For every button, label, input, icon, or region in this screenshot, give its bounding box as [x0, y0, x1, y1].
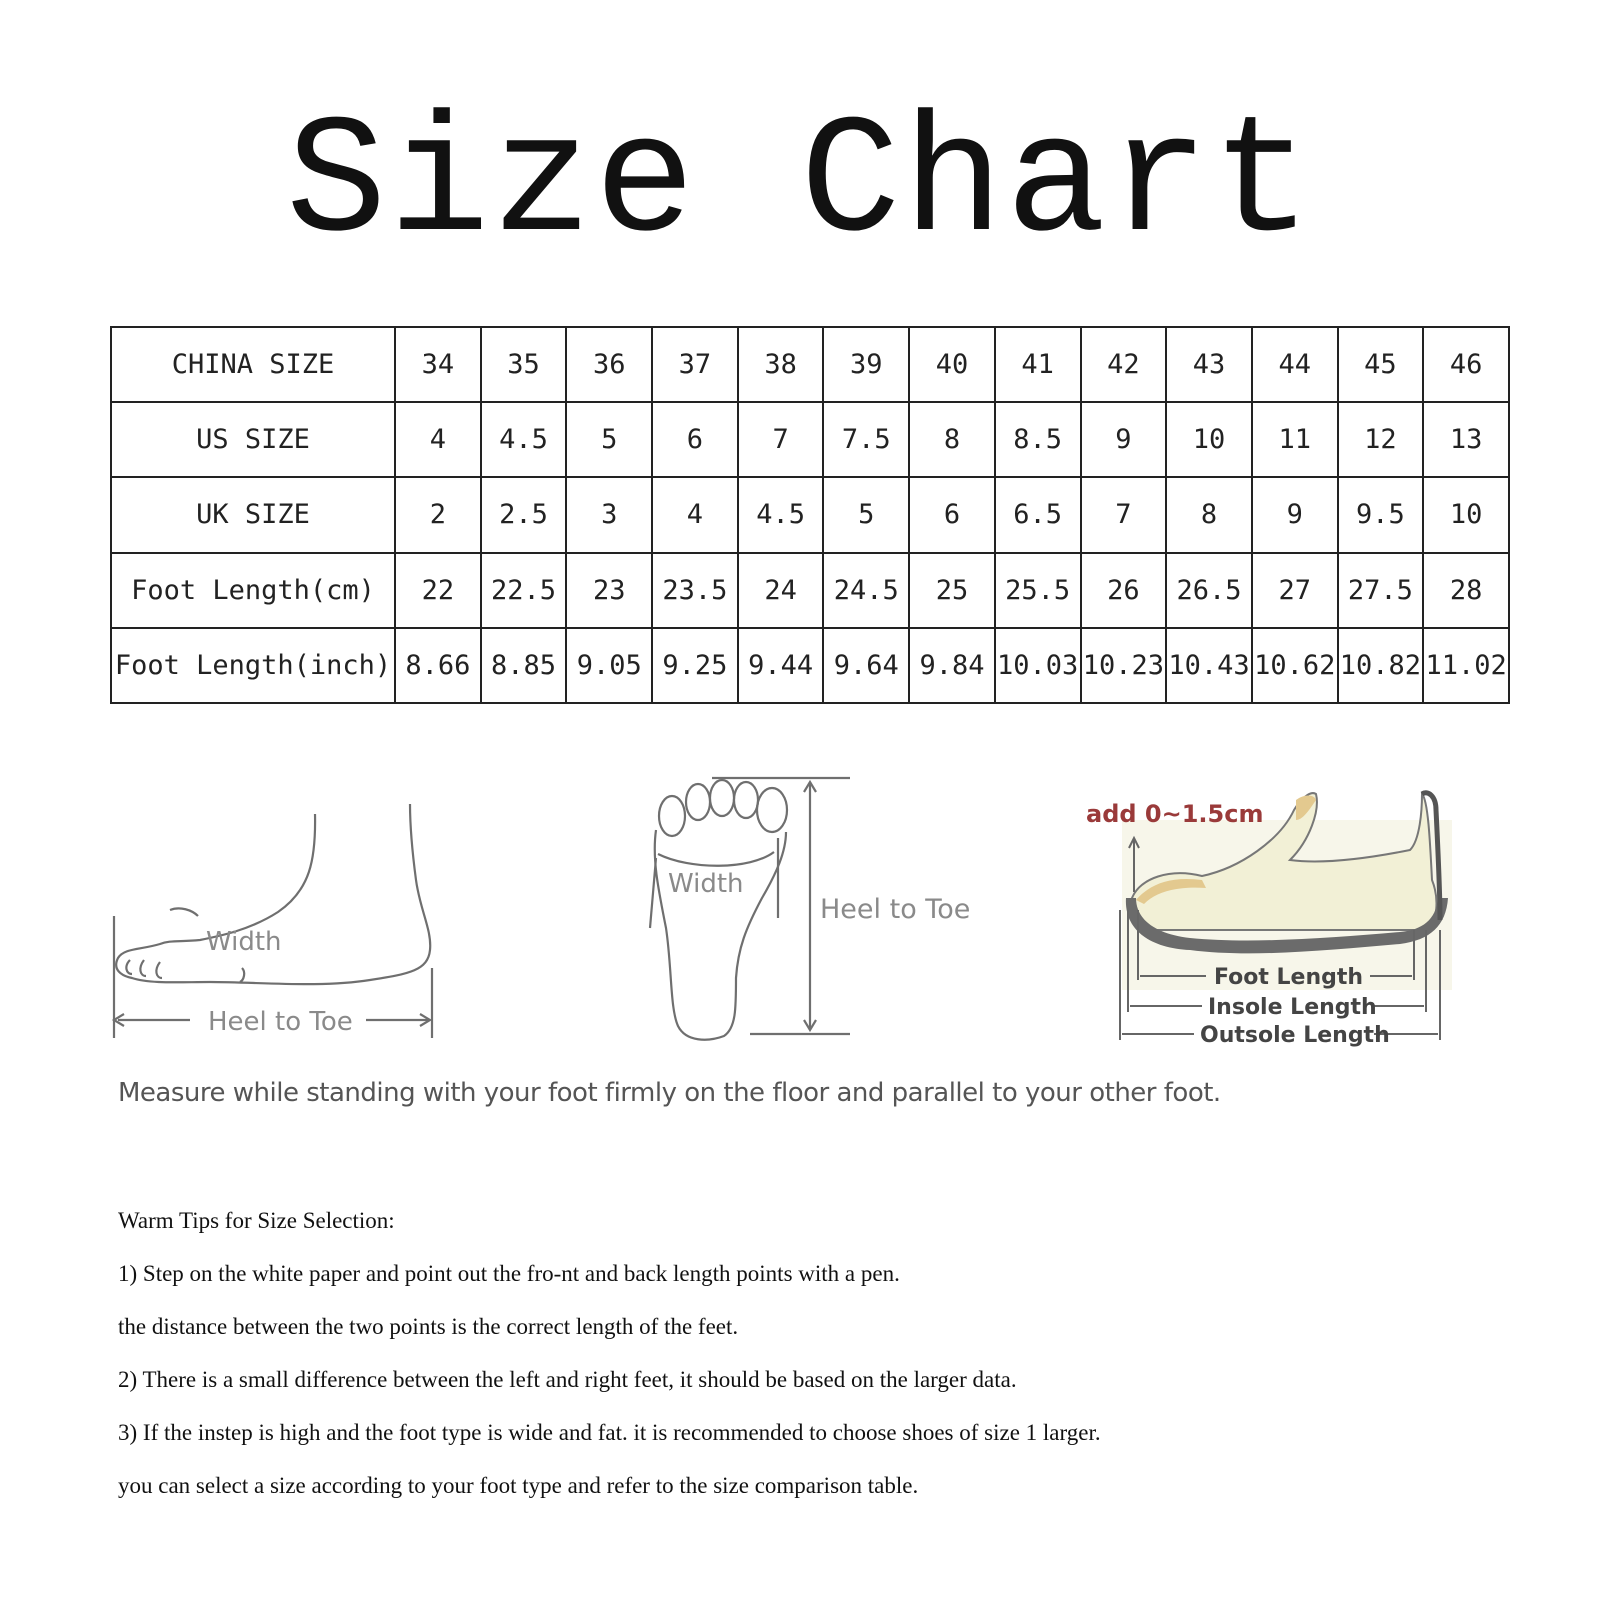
size-cell: 8 [1166, 477, 1252, 552]
size-cell: 9.84 [909, 628, 995, 703]
size-cell: 11 [1252, 402, 1338, 477]
size-cell: 2 [395, 477, 481, 552]
size-cell: 23.5 [652, 553, 738, 628]
measure-instruction: Measure while standing with your foot firmly on the floor and parallel to your other foot. [118, 1078, 1221, 1108]
size-cell: 4.5 [481, 402, 567, 477]
size-cell: 9 [1081, 402, 1167, 477]
size-table [110, 326, 1510, 704]
size-cell: 26.5 [1166, 553, 1252, 628]
row-label: Foot Length(inch) [111, 628, 395, 703]
size-cell: 10 [1166, 402, 1252, 477]
size-cell: 10.23 [1081, 628, 1167, 703]
tips-heading: Warm Tips for Size Selection: [118, 1208, 395, 1233]
size-cell: 41 [995, 327, 1081, 402]
size-tips [118, 1206, 1518, 1524]
size-cell: 26 [1081, 553, 1167, 628]
tip-line: 3) If the instep is high and the foot type is wide and fat. it is recommended to choose shoes of size 1 larger. [118, 1420, 1101, 1445]
shoe-cross-section-diagram [1086, 780, 1510, 1080]
size-cell: 7 [1081, 477, 1167, 552]
size-cell: 4 [652, 477, 738, 552]
side-length-label: Heel to Toe [208, 1007, 353, 1037]
size-cell: 9.44 [738, 628, 824, 703]
size-cell: 4.5 [738, 477, 824, 552]
size-cell: 38 [738, 327, 824, 402]
size-cell: 24.5 [823, 553, 909, 628]
size-cell: 44 [1252, 327, 1338, 402]
size-cell: 25.5 [995, 553, 1081, 628]
side-foot-outline [116, 804, 430, 984]
size-cell: 9.05 [566, 628, 652, 703]
tip-line: you can select a size according to your foot type and refer to the size comparison table. [118, 1473, 919, 1498]
size-cell: 46 [1423, 327, 1509, 402]
size-cell: 36 [566, 327, 652, 402]
size-cell: 11.02 [1423, 628, 1509, 703]
sole-width-label: Width [668, 869, 744, 899]
size-cell: 27.5 [1338, 553, 1424, 628]
side-width-label: Width [206, 927, 282, 957]
size-row [111, 327, 1509, 402]
size-cell: 13 [1423, 402, 1509, 477]
size-cell: 9.64 [823, 628, 909, 703]
page-title: Size Chart [285, 90, 1315, 280]
sole-length-label: Heel to Toe [820, 894, 971, 925]
size-cell: 27 [1252, 553, 1338, 628]
size-cell: 8.66 [395, 628, 481, 703]
size-cell: 12 [1338, 402, 1424, 477]
foot-length-label: Foot Length [1214, 965, 1364, 990]
size-cell: 8.85 [481, 628, 567, 703]
size-cell: 23 [566, 553, 652, 628]
size-cell: 43 [1166, 327, 1252, 402]
size-cell: 9.25 [652, 628, 738, 703]
row-label: CHINA SIZE [111, 327, 395, 402]
size-row [111, 402, 1509, 477]
side-foot-diagram [110, 800, 450, 1060]
size-cell: 6.5 [995, 477, 1081, 552]
size-cell: 22 [395, 553, 481, 628]
size-cell: 10.43 [1166, 628, 1252, 703]
size-cell: 35 [481, 327, 567, 402]
shoe-add-label: add 0~1.5cm [1086, 800, 1264, 828]
size-cell: 42 [1081, 327, 1167, 402]
tip-line: the distance between the two points is the correct length of the feet. [118, 1314, 739, 1339]
size-cell: 45 [1338, 327, 1424, 402]
tip-line: 2) There is a small difference between the left and right feet, it should be based on the larger data. [118, 1367, 1017, 1392]
size-cell: 6 [652, 402, 738, 477]
size-cell: 7.5 [823, 402, 909, 477]
size-cell: 5 [823, 477, 909, 552]
tip-line: 1) Step on the white paper and point out the fro-nt and back length points with a pen. [118, 1261, 900, 1286]
size-cell: 8 [909, 402, 995, 477]
row-label: US SIZE [111, 402, 395, 477]
size-cell: 6 [909, 477, 995, 552]
size-cell: 10.82 [1338, 628, 1424, 703]
size-cell: 9 [1252, 477, 1338, 552]
insole-length-label: Insole Length [1208, 995, 1377, 1020]
size-cell: 5 [566, 402, 652, 477]
outsole-length-label: Outsole Length [1200, 1023, 1390, 1048]
size-row [111, 553, 1509, 628]
size-cell: 8.5 [995, 402, 1081, 477]
size-cell: 10.62 [1252, 628, 1338, 703]
size-cell: 10 [1423, 477, 1509, 552]
size-cell: 24 [738, 553, 824, 628]
size-cell: 7 [738, 402, 824, 477]
size-cell: 4 [395, 402, 481, 477]
size-cell: 10.03 [995, 628, 1081, 703]
size-cell: 2.5 [481, 477, 567, 552]
size-row [111, 628, 1509, 703]
size-cell: 34 [395, 327, 481, 402]
size-cell: 22.5 [481, 553, 567, 628]
size-cell: 39 [823, 327, 909, 402]
size-cell: 37 [652, 327, 738, 402]
size-cell: 40 [909, 327, 995, 402]
size-cell: 25 [909, 553, 995, 628]
size-row [111, 477, 1509, 552]
sole-foot-diagram [650, 778, 990, 1068]
row-label: UK SIZE [111, 477, 395, 552]
size-cell: 28 [1423, 553, 1509, 628]
size-cell: 3 [566, 477, 652, 552]
size-cell: 9.5 [1338, 477, 1424, 552]
row-label: Foot Length(cm) [111, 553, 395, 628]
